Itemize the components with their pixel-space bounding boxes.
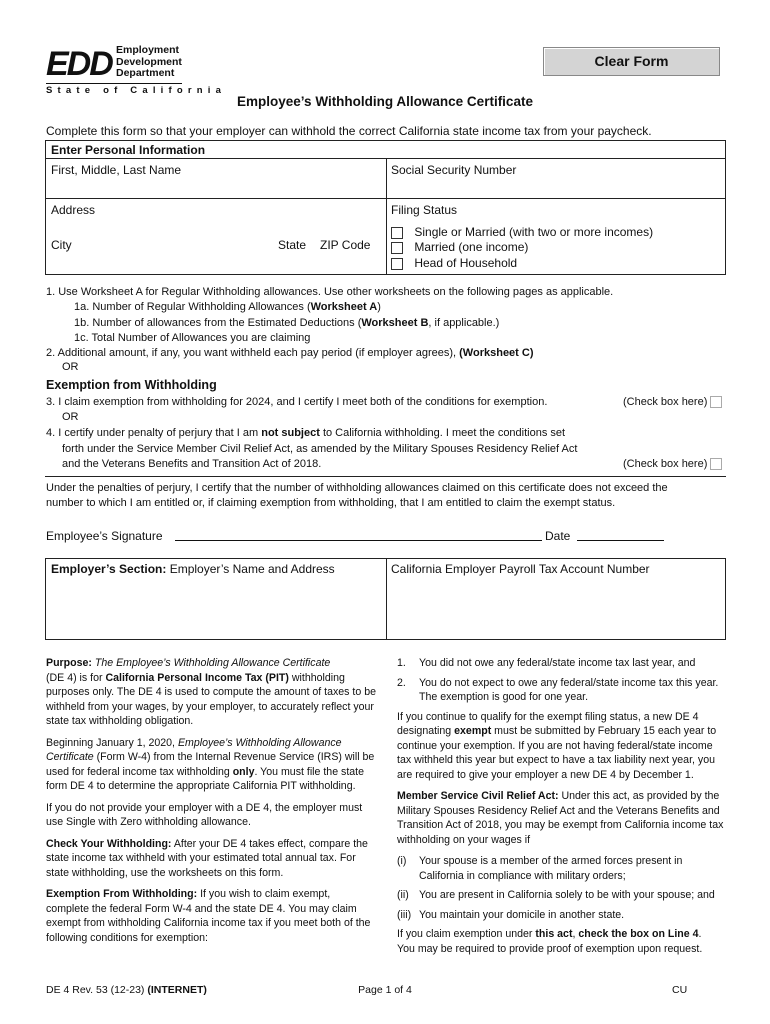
text: Employer’s Name and Address	[166, 562, 335, 576]
text: Purpose:	[46, 657, 92, 669]
ssn-field[interactable]	[390, 176, 720, 196]
filing-option-hoh[interactable]	[391, 256, 517, 270]
text: (Worksheet C)	[459, 347, 534, 359]
logo-divider	[46, 83, 182, 84]
text: 1b. Number of allowances from the Estimated Deductions (	[74, 317, 362, 329]
reason-i	[397, 854, 727, 883]
filing-option-label: Head of Household	[414, 256, 518, 270]
text: You do not expect to owe any federal/state income tax this year. The exemption is good for one year.	[419, 676, 719, 703]
address-label: Address	[51, 203, 96, 217]
line-1c: 1c. Total Number of Allowances you are claiming	[74, 332, 311, 344]
filing-option-label: Married (one income)	[414, 240, 529, 254]
text: Employee’s Withholding Allowance Certificate	[46, 736, 342, 763]
or-text: OR	[62, 411, 79, 423]
text: exempt	[454, 725, 492, 737]
check-box-here-3	[623, 396, 722, 408]
text: You maintain your domicile in another state.	[419, 908, 625, 921]
text: this act	[535, 928, 573, 940]
text: (ii)	[397, 889, 409, 901]
date-label: Date	[545, 529, 571, 543]
divider	[386, 558, 387, 639]
text: . You must file the state form DE 4 to determine the appropriate California PIT withholding.	[46, 765, 365, 792]
reason-ii	[397, 888, 727, 903]
text: purposes only. The DE 4 is used to compute the amount of taxes to be withheld from your wages, by your employer, to accurately reflect your state tax withholding obligation.	[46, 686, 376, 727]
line-4-cont: forth under the Service Member Civil Relief Act, as amended by the Military Spouses Residency Relief Act	[62, 443, 578, 455]
state-label: State	[278, 238, 307, 252]
perjury-statement: number to which I am entitled or, if claiming exemption from withholding, that I am entitled to claim the exempt status.	[46, 497, 616, 509]
text: Worksheet B	[361, 317, 429, 329]
purpose-paragraph	[46, 656, 376, 729]
text: You may be required to provide proof of exemption upon request.	[397, 942, 703, 955]
divider	[386, 158, 387, 274]
check-withholding-paragraph	[46, 837, 376, 881]
instructions-right	[397, 656, 727, 963]
ssn-label: Social Security Number	[391, 163, 517, 177]
text: Worksheet A	[310, 301, 378, 313]
account-number-label: California Employer Payroll Tax Account Number	[391, 562, 650, 576]
logo-line: Employment	[116, 44, 180, 56]
name-field[interactable]	[50, 176, 380, 196]
text: (INTERNET)	[147, 984, 207, 996]
employer-section-heading	[51, 562, 335, 576]
text: 4. I certify under penalty of perjury that I am	[46, 427, 262, 439]
name-label: First, Middle, Last Name	[51, 163, 182, 177]
text: Employer’s Section:	[51, 562, 167, 576]
logo-mark: EDD	[46, 45, 112, 83]
filing-status-label: Filing Status	[391, 203, 458, 217]
employer-name-address-field[interactable]	[50, 578, 380, 634]
line-4-cont: and the Veterans Benefits and Transition Act of 2018.	[62, 458, 322, 470]
exemption-heading: Exemption from Withholding	[46, 378, 217, 392]
text: not subject	[261, 427, 320, 439]
or-text: OR	[62, 361, 79, 373]
condition-2	[397, 676, 727, 705]
filing-option-label: Single or Married (with two or more incomes)	[414, 225, 654, 239]
continue-paragraph	[397, 710, 727, 783]
text: Under this act, as provided by the Military Spouses Residency Relief Act and the Veterans Benefits and Transition Act of 2018, you may be exempt from California income tax withholding on your wages if	[397, 790, 724, 846]
text: to California withholding. I meet the conditions set	[319, 427, 566, 439]
intro-text: Complete this form so that your employer can withhold the correct California state income tax from your paycheck.	[46, 124, 652, 138]
signature-label: Employee’s Signature	[46, 529, 163, 543]
checkbox[interactable]	[391, 258, 403, 270]
text: California Personal Income Tax (PIT)	[105, 671, 289, 684]
text: If you continue to qualify for the exempt filing status, a new DE 4 designating	[397, 710, 699, 737]
text: only	[232, 765, 255, 778]
text: (Check box here)	[623, 458, 708, 470]
account-number-field[interactable]	[390, 578, 720, 634]
text: If you wish to claim exempt, complete the federal Form W-4 and the state DE 4. You may claim exempt from withholding California income tax if you meet both of the following conditions for exemption:	[46, 888, 371, 944]
line-2	[46, 347, 534, 359]
text: (Check box here)	[623, 396, 708, 408]
beginning-paragraph	[46, 736, 376, 794]
line-4-checkbox[interactable]	[710, 458, 722, 470]
logo-text	[116, 45, 182, 80]
line-3-checkbox[interactable]	[710, 396, 722, 408]
line-1b	[74, 317, 499, 329]
claim-paragraph	[397, 927, 727, 956]
personal-info-heading: Enter Personal Information	[51, 143, 206, 157]
text: DE 4 Rev. 53 (12-23)	[46, 984, 148, 996]
text: , if applicable.)	[428, 317, 500, 329]
text: )	[377, 301, 381, 313]
text: Exemption From Withholding:	[46, 888, 198, 900]
text: Member Service Civil Relief Act:	[397, 790, 559, 802]
line-4	[46, 427, 565, 439]
text: You did not owe any federal/state income tax last year, and	[419, 657, 696, 669]
member-service-paragraph	[397, 789, 727, 847]
clear-form-button[interactable]: Clear Form	[543, 47, 720, 76]
logo-state: State of California	[46, 85, 227, 96]
text: check the box on Line 4	[578, 928, 699, 940]
instructions-left	[46, 656, 376, 952]
logo-line: Department	[116, 67, 175, 79]
text: must be submitted by February 15 each year to continue your exemption. If you are not having federal/state income tax withheld this year but expect to have a tax liability next year, you are required to give your employer a new DE 4 by December 1.	[397, 725, 717, 781]
city-state-zip-field[interactable]	[50, 252, 380, 270]
exemption-paragraph	[46, 887, 376, 945]
checkbox[interactable]	[391, 242, 403, 254]
text: Beginning January 1, 2020,	[46, 736, 178, 749]
reason-iii	[397, 908, 727, 923]
no-de4-paragraph: If you do not provide your employer with a DE 4, the employer must use Single with Zero withholding allowance.	[46, 801, 363, 828]
text: Check Your Withholding:	[46, 837, 172, 850]
text: You are present in California solely to be with your spouse; and	[419, 889, 715, 901]
perjury-statement: Under the penalties of perjury, I certify that the number of withholding allowances claimed on this certificate does not exceed the	[46, 482, 668, 494]
checkbox[interactable]	[391, 227, 403, 239]
text: 2. Additional amount, if any, you want withheld each pay period (if employer agrees),	[46, 347, 460, 359]
text: 1a. Number of Regular Withholding Allowances (	[74, 301, 311, 313]
text: (Form W-4) from the Internal Revenue Service (IRS) will be used for federal income tax withholding	[46, 751, 375, 778]
text: The Employee’s Withholding Allowance Certificate	[91, 657, 331, 669]
condition-1	[397, 656, 727, 671]
zip-label: ZIP Code	[320, 238, 371, 252]
filing-option-single[interactable]	[391, 225, 653, 239]
text: After your DE 4 takes effect, compare the state income tax withheld with your estimated total annual tax. For state withholding, use the worksheets on this form.	[46, 837, 368, 879]
text: 2.	[397, 676, 406, 689]
address-field[interactable]	[50, 216, 380, 236]
text: (iii)	[397, 908, 412, 921]
line-1: 1. Use Worksheet A for Regular Withholding allowances. Use other worksheets on the following pages as applicable.	[46, 286, 614, 298]
line-3: 3. I claim exemption from withholding for 2024, and I certify I meet both of the conditions for exemption.	[46, 396, 548, 408]
text: If you claim exemption under	[397, 928, 536, 940]
text: withholding	[288, 671, 345, 684]
line-1a	[74, 301, 381, 313]
city-label: City	[51, 238, 72, 252]
filing-option-married[interactable]	[391, 240, 528, 254]
edd-logo	[46, 44, 227, 97]
page-title: Employee’s Withholding Allowance Certificate	[237, 94, 533, 109]
text: .	[698, 928, 702, 940]
form-code: CU	[672, 984, 688, 996]
signature-field[interactable]	[175, 527, 542, 541]
page-number: Page 1 of 4	[358, 984, 412, 996]
text: 1.	[397, 657, 406, 669]
check-box-here-4	[623, 458, 722, 470]
text: Your spouse is a member of the armed forces present in California in compliance with military orders;	[419, 855, 683, 882]
text: (i)	[397, 855, 407, 867]
text: ,	[572, 928, 579, 940]
divider	[45, 476, 726, 477]
date-field[interactable]	[577, 527, 664, 541]
logo-line: Development	[116, 55, 182, 68]
text: (DE 4) is for	[46, 671, 106, 684]
